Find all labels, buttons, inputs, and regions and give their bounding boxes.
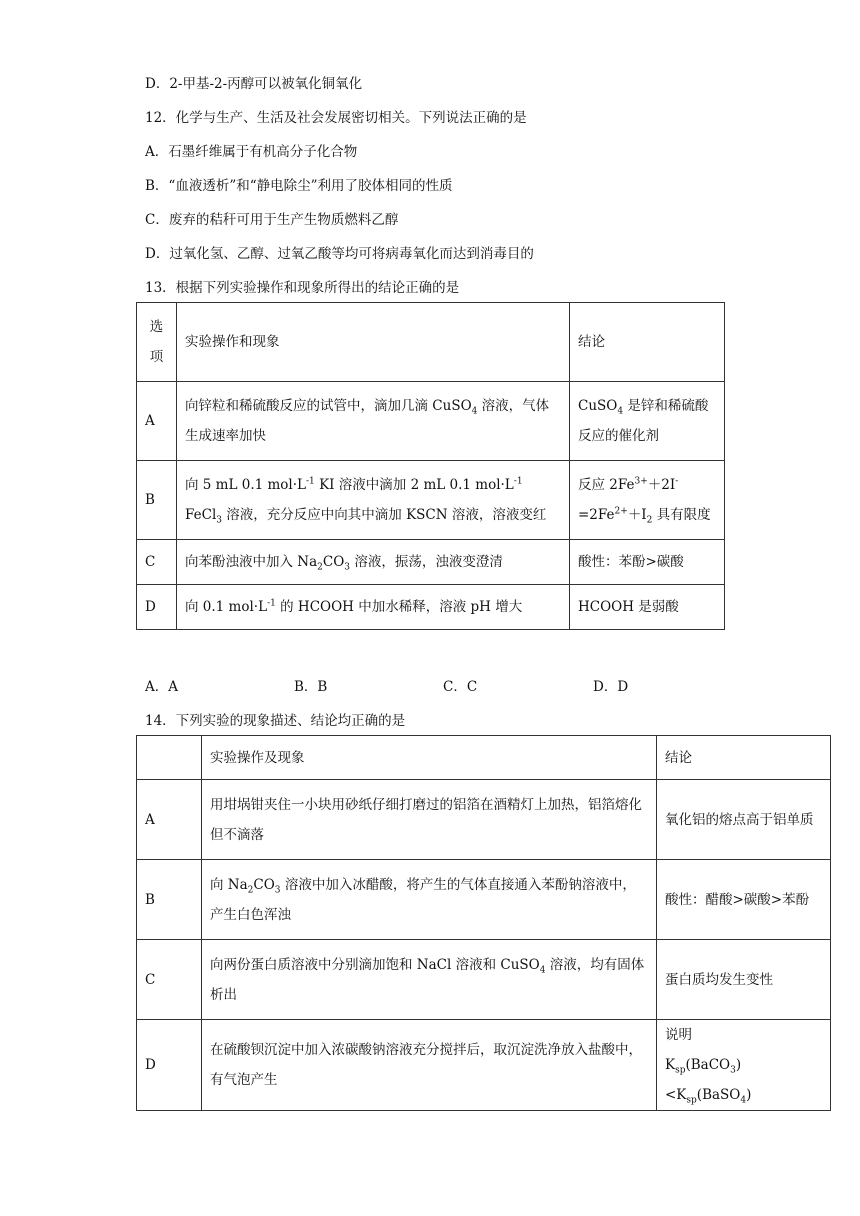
table-row bbox=[137, 303, 725, 382]
q13-row-operation: 向 5 mL 0.1 $mol\cdot L^{-1}$ KI 溶液中滴加 2 mL 0.1 $mol\cdot L^{-1}$ FeCl$_3$ 溶液，充分反应中向其中滴加 KSCN 溶液，溶液变红 bbox=[177, 461, 570, 540]
q13-header-option: 选项 bbox=[137, 303, 177, 382]
q14-row-conclusion: 说明 $K_{sp}(BaCO_3)<K_{sp}(BaSO_4)$ bbox=[657, 1020, 831, 1111]
table-row bbox=[137, 585, 725, 630]
q13-stem: 13．根据下列实验操作和现象所得出的结论正确的是 bbox=[145, 280, 460, 296]
q14-row-conclusion: 氧化铝的熔点高于铝单质 bbox=[657, 780, 831, 860]
q13-row-label: B bbox=[137, 461, 177, 540]
q11-option-d: D．2-甲基-2-丙醇可以被氧化铜氧化 bbox=[145, 76, 363, 92]
q13-row-label: D bbox=[137, 585, 177, 630]
q14-row-conclusion: 酸性：醋酸>碳酸>苯酚 bbox=[657, 860, 831, 940]
q13-choice-a: A．A bbox=[145, 679, 178, 695]
table-row bbox=[137, 1020, 831, 1111]
q14-row-label: D bbox=[137, 1020, 202, 1111]
q13-row-conclusion: 酸性：苯酚>碳酸 bbox=[570, 540, 725, 585]
q14-row-operation: 向两份蛋白质溶液中分别滴加饱和 NaCl 溶液和 CuSO$_4$ 溶液，均有固体析出 bbox=[202, 940, 657, 1020]
q13-header-operation: 实验操作和现象 bbox=[177, 303, 570, 382]
table-row bbox=[137, 540, 725, 585]
q13-row-label: A bbox=[137, 382, 177, 461]
q13-table bbox=[136, 302, 725, 630]
q13-choice-b: B．B bbox=[294, 679, 328, 695]
table-row bbox=[137, 780, 831, 860]
q13-row-operation: 向 0.1 $mol\cdot L^{-1}$ 的 HCOOH 中加水稀释，溶液 pH 增大 bbox=[177, 585, 570, 630]
q14-row-conclusion: 蛋白质均发生变性 bbox=[657, 940, 831, 1020]
q13-choice-c: C．C bbox=[443, 679, 478, 695]
q13-header-conclusion: 结论 bbox=[570, 303, 725, 382]
q14-row-operation: 在硫酸钡沉淀中加入浓碳酸钠溶液充分搅拌后，取沉淀洗净放入盐酸中，有气泡产生 bbox=[202, 1020, 657, 1111]
q13-row-conclusion: 反应 $2Fe^{3+}+2I^-=2Fe^{2+}+I_2$ 具有限度 bbox=[570, 461, 725, 540]
table-row bbox=[137, 461, 725, 540]
q13-row-label: C bbox=[137, 540, 177, 585]
q12-option-c: C．废弃的秸秆可用于生产生物质燃料乙醇 bbox=[145, 212, 399, 228]
q14-header-conclusion: 结论 bbox=[657, 736, 831, 780]
table-row bbox=[137, 736, 831, 780]
q12-option-d: D．过氧化氢、乙醇、过氧乙酸等均可将病毒氧化而达到消毒目的 bbox=[145, 246, 534, 262]
q14-row-label: B bbox=[137, 860, 202, 940]
q13-row-operation: 向锌粒和稀硫酸反应的试管中，滴加几滴 CuSO$_4$ 溶液，气体生成速率加快 bbox=[177, 382, 570, 461]
q14-stem: 14．下列实验的现象描述、结论均正确的是 bbox=[145, 713, 406, 729]
table-row bbox=[137, 940, 831, 1020]
q14-row-operation: 用坩埚钳夹住一小块用砂纸仔细打磨过的铝箔在酒精灯上加热，铝箔熔化但不滴落 bbox=[202, 780, 657, 860]
table-row bbox=[137, 382, 725, 461]
q14-header-blank bbox=[137, 736, 202, 780]
q13-row-operation: 向苯酚浊液中加入 $Na_2CO_3$ 溶液，振荡，浊液变澄清 bbox=[177, 540, 570, 585]
q12-option-b: B．“血液透析”和“静电除尘”利用了胶体相同的性质 bbox=[145, 178, 453, 194]
q13-choices bbox=[145, 675, 705, 695]
q14-header-operation: 实验操作及现象 bbox=[202, 736, 657, 780]
q14-table bbox=[136, 735, 831, 1111]
q13-row-conclusion: HCOOH 是弱酸 bbox=[570, 585, 725, 630]
q12-stem: 12．化学与生产、生活及社会发展密切相关。下列说法正确的是 bbox=[145, 110, 527, 126]
table-row bbox=[137, 860, 831, 940]
q13-row-conclusion: CuSO$_4$ 是锌和稀硫酸反应的催化剂 bbox=[570, 382, 725, 461]
q14-row-label: C bbox=[137, 940, 202, 1020]
q13-choice-d: D．D bbox=[593, 679, 629, 695]
q14-row-label: A bbox=[137, 780, 202, 860]
q12-option-a: A．石墨纤维属于有机高分子化合物 bbox=[145, 144, 358, 160]
q14-row-operation: 向 $Na_2CO_3$ 溶液中加入冰醋酸，将产生的气体直接通入苯酚钠溶液中，产生白色浑浊 bbox=[202, 860, 657, 940]
